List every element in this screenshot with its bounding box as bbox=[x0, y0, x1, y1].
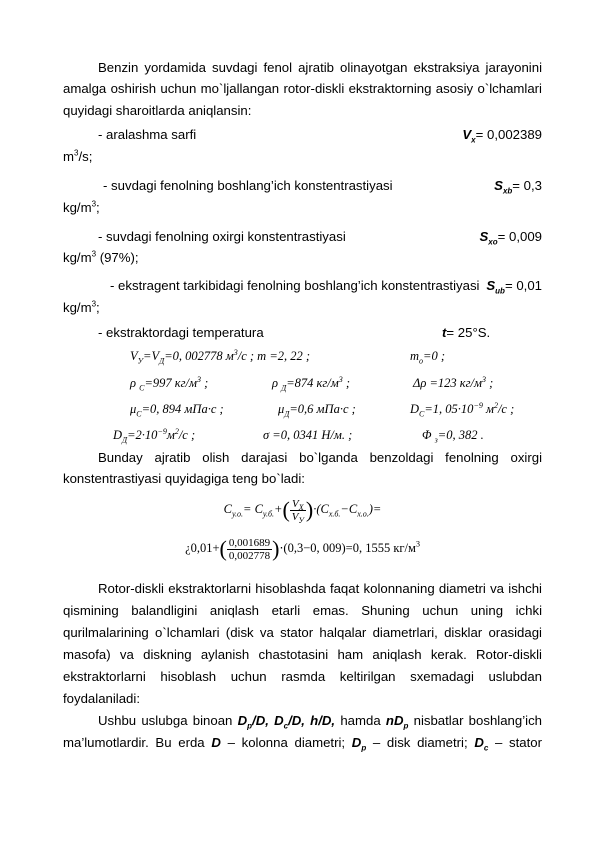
mix-unit: m bbox=[63, 149, 74, 164]
mix-label: - aralashma sarfi bbox=[98, 127, 197, 142]
para3-line1: Rotor-diskli ekstraktorlarni hisoblashda faqat kolonnaning diametri va ishchi bbox=[98, 581, 542, 596]
mix-unit-wrap: $m^3/s$; bbox=[63, 148, 93, 164]
phenol-final-unit-wrap: $kg/m^3$ (97%); bbox=[63, 249, 139, 265]
mix-value-wrap: $V_x= 0,002389$ bbox=[462, 127, 542, 145]
phenol-init-unit: kg/m bbox=[63, 200, 92, 215]
temp-value: = 25°S. bbox=[446, 325, 491, 340]
formula-line2: ¿0,01+( $\frac{0,001689}{0,002778}$ )⋅(0,3−0, 009)=0, 1555 $кг/м^3$ bbox=[185, 536, 420, 562]
para4-line1: Ushbu uslubga binoan $D_p/D$, $D_c/D$, h/D, hamda $nD_p$ nisbatlar boshlang’ich bbox=[98, 713, 542, 731]
extr-unit: kg/m bbox=[63, 300, 92, 315]
phenol-final-value: = 0,009 bbox=[497, 229, 542, 244]
extr-value: = 0,01 bbox=[504, 278, 542, 293]
phenol-init-label: - suvdagi fenolning boshlang’ich konstentrastiyasi bbox=[103, 178, 393, 193]
param-row4-c: Φ $_з$=0, 382 . bbox=[422, 428, 484, 445]
param-row2-b: ρ $_Д$=874 $кг/м^3$ ; bbox=[272, 374, 350, 393]
para3-line3: qurilmalarining o`lchamlari (disk va stator halqalar diametrlari, disklar orasidagi bbox=[63, 625, 542, 640]
phenol-init-value: = 0,3 bbox=[512, 178, 542, 193]
para2-line2: konstentrastiyasi quyidagiga teng bo`ladi: bbox=[63, 471, 305, 486]
para2-line1: Bunday ajratib olish darajasi bo`lganda benzoldagi fenolning oxirgi bbox=[98, 450, 542, 465]
mix-unit-tail: /s; bbox=[78, 149, 93, 164]
extr-value-wrap: $S_{ub}= 0,01$ bbox=[486, 278, 542, 296]
mix-value: = 0,002389 bbox=[475, 127, 542, 142]
phenol-final-label: - suvdagi fenolning oxirgi konstentrastiyasi bbox=[98, 229, 346, 244]
para1-line3: quyidagi sharoitlarda aniqlansin: bbox=[63, 103, 252, 118]
param-row4-b: σ =0, 0341 Н/м. ; bbox=[263, 428, 353, 442]
param-row1-c: $m_o=0$ ; bbox=[410, 349, 446, 366]
temp-value-wrap: t= 25°S. bbox=[442, 325, 491, 340]
phenol-final-unit: kg/m bbox=[63, 250, 92, 265]
param-row3-c: $D_C=1$, $05\cdot 10^{-9}$ $м^2/с$ ; bbox=[410, 400, 515, 419]
extr-unit-wrap: $kg/m^3$; bbox=[63, 299, 100, 315]
param-row3-a: $\mu_C=0$, 894 мПа·с ; bbox=[130, 402, 224, 419]
temp-label: - ekstraktordagi temperatura bbox=[98, 325, 264, 340]
param-row3-b: $\mu_Д=0,6$ мПа·с ; bbox=[278, 402, 356, 419]
para3-line6: foydalaniladi: bbox=[63, 691, 140, 706]
param-row2-a: ρ $_C$=997 $кг/м^3$ ; bbox=[130, 374, 209, 393]
para4-line2: ma’lumotlardir. Bu erda D – kolonna diametri; $D_p$ – disk diametri; $D_c$ – stator bbox=[63, 735, 543, 753]
formula-line1: $C_{у.о.}= C_{у.б.}+$( $\frac{V_X}{V_У}$ )$\cdot(C_{х.б.}-C_{х.о.})=$ bbox=[223, 497, 382, 525]
param-row1-a: $V_У=V_Д=0$, 002778 $м^3/c$ ; m =2, 22 ; bbox=[130, 347, 311, 366]
para1-line1: Benzin yordamida suvdagi fenol ajratib olinayotgan ekstraksiya jarayonini bbox=[98, 60, 542, 75]
para3-line5: ekstraktorlarni hisoblash uchun rasmda keltirilgan sxemadagi uslubdan bbox=[63, 669, 542, 684]
phenol-final-pct: (97%); bbox=[96, 250, 139, 265]
phenol-init-value-wrap: $S_{xb}= 0,3$ bbox=[494, 178, 542, 196]
extr-label: - ekstragent tarkibidagi fenolning boshlang’ich konstentrastiyasi bbox=[110, 278, 480, 293]
param-row4-a: $D_Д=2\cdot 10^{-9}м^2/с$ ; bbox=[113, 426, 196, 445]
para1-line2: amalga oshirish uchun mo`ljallangan rotor-diskli ekstraktorning asosiy o`lchamlari bbox=[63, 81, 542, 96]
phenol-final-value-wrap: $S_{xo}= 0,009$ bbox=[479, 229, 542, 247]
para3-line2: qismining balandligini aniqlash etarli emas. Shuning uchun uning ichki bbox=[63, 603, 542, 618]
para3-line4: masofa) va diskning aylanish chastotasini ham aniqlash kerak. Rotor-diskli bbox=[63, 647, 542, 662]
param-row2-c: Δρ =123 $кг/м^3$ ; bbox=[413, 374, 494, 390]
phenol-init-unit-wrap: $kg/m^3$; bbox=[63, 199, 100, 215]
